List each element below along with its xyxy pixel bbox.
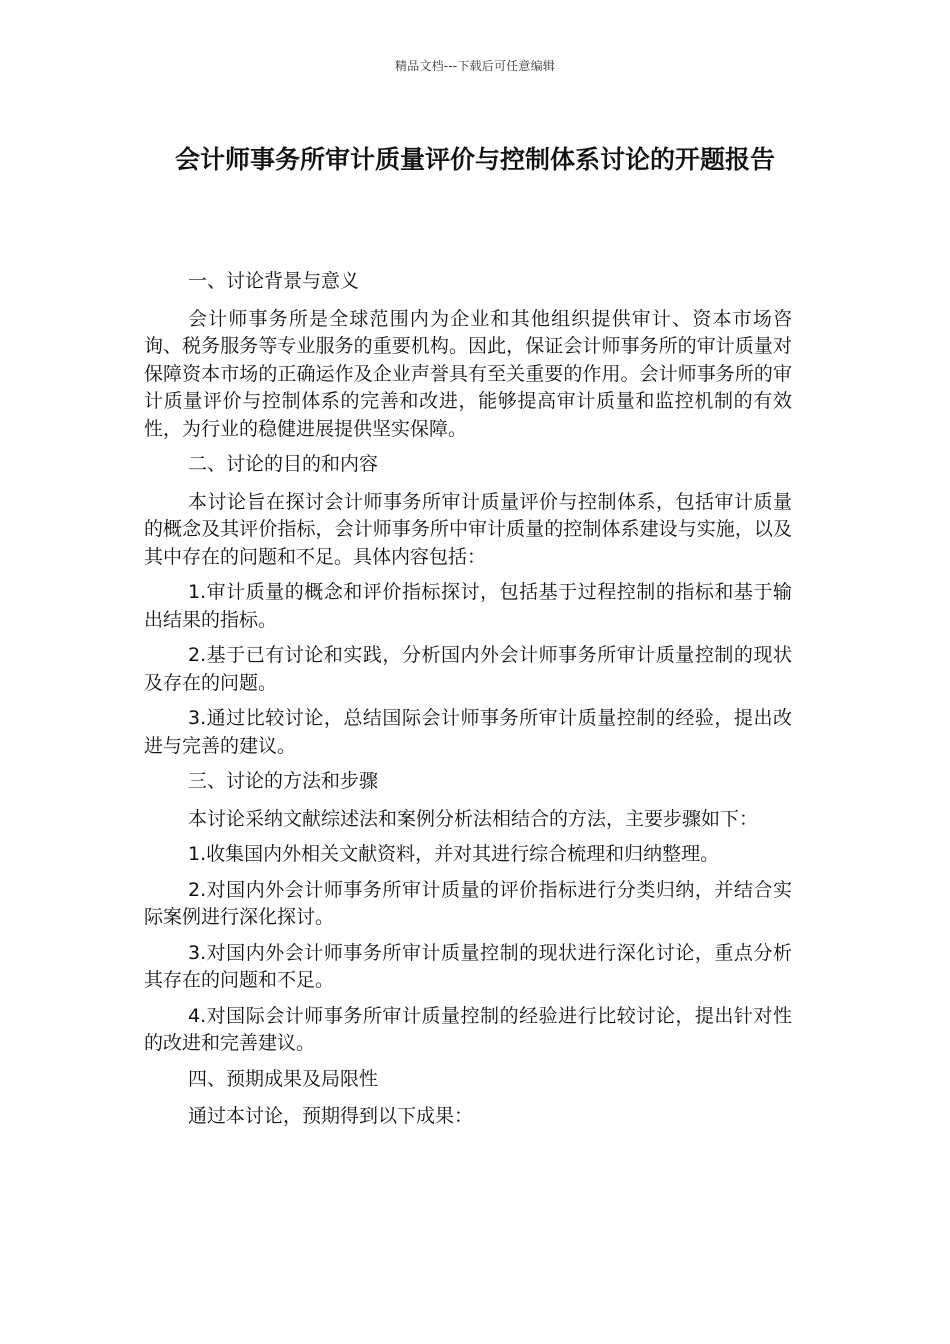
list-item-step-1: 1.收集国内外相关文献资料，并对其进行综合梳理和归纳整理。 [188, 843, 720, 865]
list-item-content-2: 2.基于已有讨论和实践，分析国内外会计师事务所审计质量控制的现状及存在的问题。 [144, 644, 792, 694]
paragraph-method: 本讨论采纳文献综述法和案例分析法相结合的方法，主要步骤如下： [188, 807, 759, 830]
paragraph-purpose: 本讨论旨在探讨会计师事务所审计质量评价与控制体系，包括审计质量的概念及其评价指标，会计师事务所中审计质量的控制体系建设与实施，以及其中存在的问题和不足。具体内容包括： [144, 490, 792, 568]
paragraph-outcomes: 通过本讨论，预期得到以下成果： [188, 1105, 474, 1127]
list-item-step-2: 2.对国内外会计师事务所审计质量的评价指标进行分类归纳，并结合实际案例进行深化探讨。 [144, 878, 792, 928]
paragraph-background: 会计师事务所是全球范围内为企业和其他组织提供审计、资本市场咨询、税务服务等专业服务的重要机构。因此，保证会计师事务所的审计质量对保障资本市场的正确运作及企业声誉具有至关重要的作用。会计师事务所的审计质量评价与控制体系的完善和改进，能够提高审计质量和监控机制的有效性，为行业的稳健进展提供坚实保障。 [144, 307, 792, 440]
list-item-content-3: 3.通过比较讨论，总结国际会计师事务所审计质量控制的经验，提出改进与完善的建议。 [144, 707, 792, 757]
section-heading-background: 一、讨论背景与意义 [188, 270, 360, 292]
document-title: 会计师事务所审计质量评价与控制体系讨论的开题报告 [174, 145, 775, 174]
section-heading-method: 三、讨论的方法和步骤 [188, 770, 379, 792]
document-body [144, 268, 792, 1139]
list-item-content-1: 1.审计质量的概念和评价指标探讨，包括基于过程控制的指标和基于输出结果的指标。 [144, 581, 792, 631]
section-heading-purpose: 二、讨论的目的和内容 [188, 453, 379, 475]
list-item-step-4: 4.对国际会计师事务所审计质量控制的经验进行比较讨论，提出针对性的改进和完善建议。 [144, 1004, 792, 1054]
list-item-step-3: 3.对国内外会计师事务所审计质量控制的现状进行深化讨论，重点分析其存在的问题和不足。 [144, 941, 792, 991]
header-note: 精品文档---下载后可任意编辑 [395, 59, 555, 73]
section-heading-outcomes: 四、预期成果及局限性 [188, 1067, 379, 1090]
